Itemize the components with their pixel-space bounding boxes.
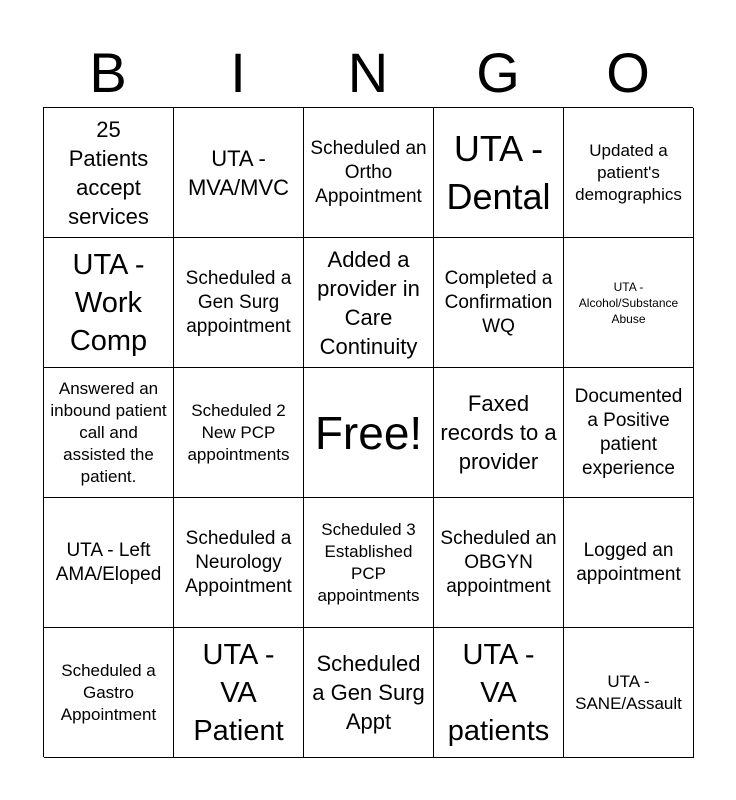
header-letter-g: G: [476, 41, 520, 104]
bingo-cell-r3c5[interactable]: [564, 368, 694, 498]
bingo-cell-r4c1[interactable]: [44, 498, 174, 628]
bingo-header: [43, 40, 693, 106]
header-letter-o: O: [606, 41, 650, 104]
bingo-cell-r2c3[interactable]: [304, 238, 434, 368]
header-letter-n: N: [347, 41, 389, 104]
cell-text: UTA - Dental: [446, 127, 551, 217]
cell-text: UTA - VA patients: [447, 638, 550, 747]
bingo-cell-r5c4[interactable]: [434, 628, 564, 758]
cell-text: Documented a Positive patient experience: [574, 385, 683, 479]
cell-text: 25 Patients accept services: [68, 116, 149, 229]
bingo-cell-r4c2[interactable]: [174, 498, 304, 628]
cell-text: UTA - SANE/Assault: [575, 671, 682, 713]
cell-text: Scheduled a Gen Surg appointment: [185, 267, 292, 337]
bingo-cell-r2c5[interactable]: [564, 238, 694, 368]
header-letter-i: I: [230, 41, 246, 104]
cell-text: UTA - Alcohol/Substance Abuse: [578, 279, 679, 326]
cell-text: Completed a Confirmation WQ: [444, 267, 553, 337]
cell-text: Scheduled 3 Established PCP appointments: [317, 519, 420, 605]
cell-text: UTA - VA Patient: [193, 638, 284, 747]
cell-text: Answered an inbound patient call and assisted the patient.: [50, 378, 167, 486]
cell-text: Scheduled an OBGYN appointment: [440, 527, 557, 597]
cell-text: UTA - MVA/MVC: [187, 145, 290, 200]
cell-text: Updated a patient's demographics: [575, 140, 682, 204]
bingo-cell-r2c1[interactable]: [44, 238, 174, 368]
bingo-cell-r2c4[interactable]: [434, 238, 564, 368]
bingo-cell-r3c4[interactable]: [434, 368, 564, 498]
cell-text: Added a provider in Care Continuity: [317, 246, 420, 359]
bingo-cell-r3c1[interactable]: [44, 368, 174, 498]
cell-text: Scheduled a Neurology Appointment: [185, 527, 292, 597]
bingo-cell-r3c3-free[interactable]: [304, 368, 434, 498]
bingo-cell-r2c2[interactable]: [174, 238, 304, 368]
bingo-cell-r1c3[interactable]: [304, 108, 434, 238]
cell-text: Logged an appointment: [576, 539, 681, 585]
bingo-board: [43, 107, 693, 757]
cell-text: Scheduled a Gastro Appointment: [60, 660, 157, 724]
bingo-cell-r3c2[interactable]: [174, 368, 304, 498]
bingo-cell-r1c2[interactable]: [174, 108, 304, 238]
cell-text: Faxed records to a provider: [440, 391, 557, 474]
cell-text: UTA - Left AMA/Eloped: [55, 539, 162, 585]
cell-text: Scheduled a Gen Surg Appt: [312, 651, 425, 734]
free-space-text: Free!: [314, 406, 423, 459]
bingo-cell-r5c3[interactable]: [304, 628, 434, 758]
bingo-cell-r5c1[interactable]: [44, 628, 174, 758]
bingo-cell-r5c5[interactable]: [564, 628, 694, 758]
cell-text: UTA - Work Comp: [69, 248, 148, 357]
bingo-cell-r5c2[interactable]: [174, 628, 304, 758]
bingo-cell-r1c1[interactable]: [44, 108, 174, 238]
bingo-cell-r4c4[interactable]: [434, 498, 564, 628]
bingo-cell-r1c4[interactable]: [434, 108, 564, 238]
bingo-cell-r1c5[interactable]: [564, 108, 694, 238]
bingo-cell-r4c3[interactable]: [304, 498, 434, 628]
cell-text: Scheduled an Ortho Appointment: [310, 137, 427, 207]
header-letter-b: B: [89, 41, 127, 104]
bingo-cell-r4c5[interactable]: [564, 498, 694, 628]
cell-text: Scheduled 2 New PCP appointments: [187, 400, 290, 464]
